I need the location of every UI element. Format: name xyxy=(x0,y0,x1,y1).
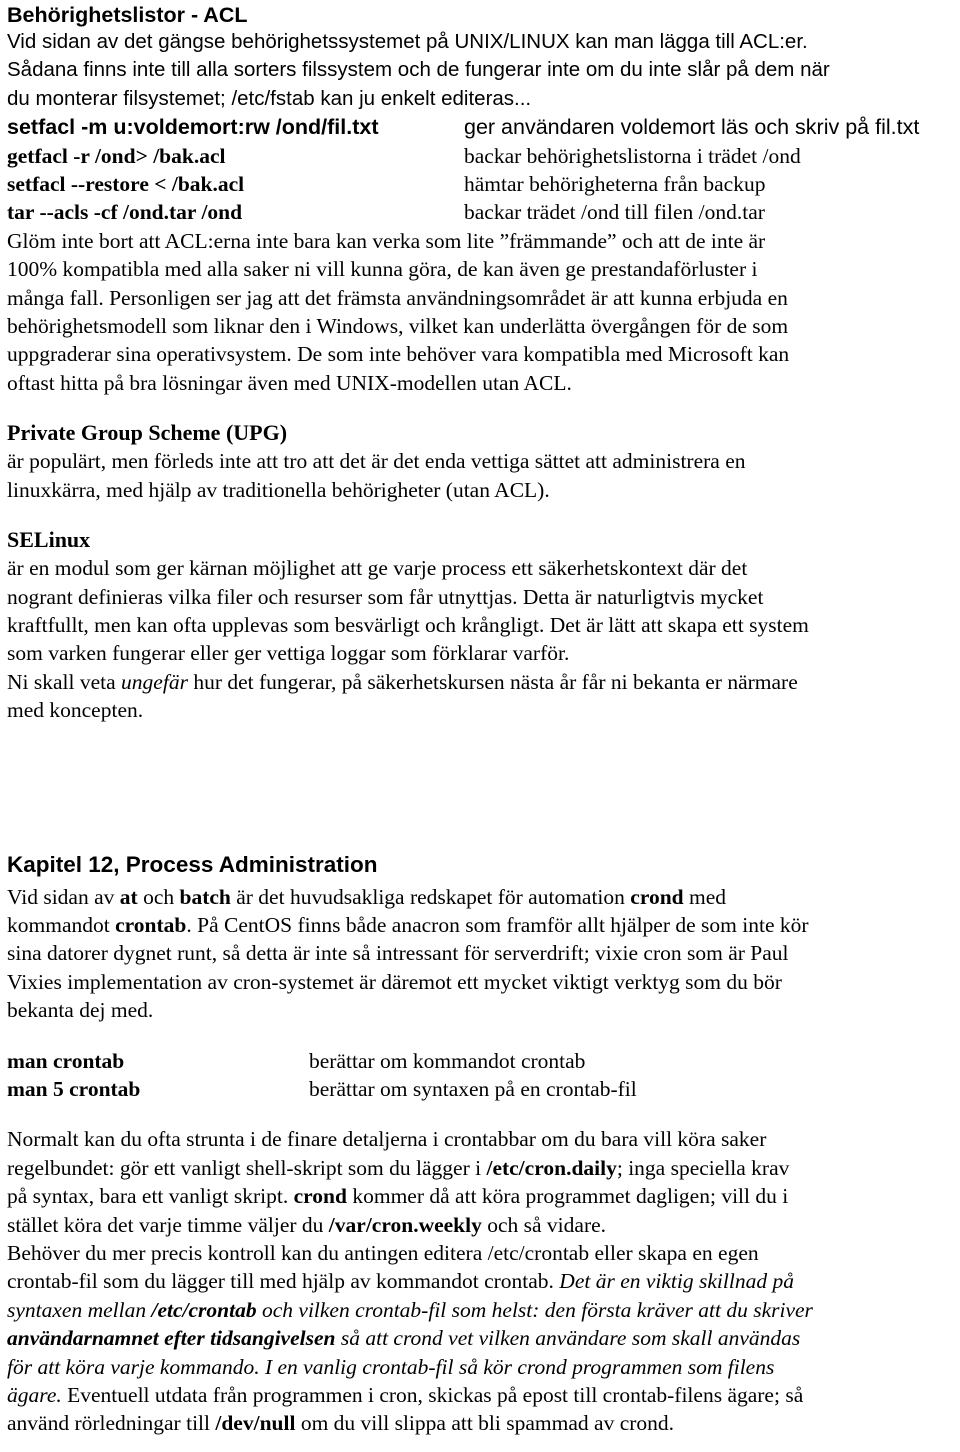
text-line: uppgraderar sina operativsystem. De som inte behöver vara kompatibla med Microsoft kan xyxy=(7,342,790,367)
text-line xyxy=(7,1353,955,1381)
text-line: Sådana finns inte till alla sorters filssystem och de fungerar inte om du inte slår på dem när xyxy=(7,58,830,82)
text-line xyxy=(7,1381,955,1409)
command-row xyxy=(7,113,955,141)
text-span: använd rörledningar till xyxy=(7,1411,216,1436)
text-line xyxy=(7,1154,955,1182)
command-description: ger användaren voldemort läs och skriv på fil.txt xyxy=(464,115,920,140)
text-line: linuxkärra, med hjälp av traditionella behörigheter (utan ACL). xyxy=(7,477,550,502)
text-line: är populärt, men förleds inte att tro att det är det enda vettiga sättet att administrera en xyxy=(7,449,746,474)
text-line: Behöver du mer precis kontroll kan du antingen editera /etc/crontab eller skapa en egen xyxy=(7,1241,759,1265)
text-line: är en modul som ger kärnan möjlighet att ge varje process ett säkerhetskontext där det xyxy=(7,556,748,581)
command-row xyxy=(7,170,955,198)
text-line: med koncepten. xyxy=(7,698,144,723)
command-description: hämtar behörigheterna från backup xyxy=(464,172,766,197)
text-span: om du vill slippa att bli spammad av crond. xyxy=(295,1411,675,1436)
text-line xyxy=(7,883,955,911)
text-line xyxy=(7,1296,955,1324)
command-description: berättar om kommandot crontab xyxy=(309,1048,586,1073)
text-span: crontab-fil som du lägger till med hjälp av kommandot crontab. xyxy=(7,1269,560,1294)
bold-italic-path: /etc/crontab xyxy=(151,1297,257,1322)
bold-term: crond xyxy=(630,884,684,909)
text-span: regelbundet: gör ett vanligt shell-skript som du lägger i xyxy=(7,1155,487,1180)
text-line: du monterar filsystemet; /etc/fstab kan ju enkelt editeras... xyxy=(7,86,532,110)
text-span: Vid sidan av xyxy=(7,884,120,909)
command-row xyxy=(7,198,955,226)
command-row xyxy=(7,1047,955,1075)
text-line xyxy=(7,1182,955,1210)
text-span: kommer då att köra programmet dagligen; vill du i xyxy=(346,1184,789,1209)
text-line: som varken fungerar eller ger vettiga loggar som förklarar varför. xyxy=(7,641,570,666)
text-line: 100% kompatibla med alla saker ni vill kunna göra, de kan även ge prestandaförluster i xyxy=(7,257,758,282)
italic-text: för att köra varje kommando. I en vanlig crontab-fil så kör crond programmen som filens xyxy=(7,1354,775,1379)
text-span: kommandot xyxy=(7,912,116,937)
command-description: berättar om syntaxen på en crontab-fil xyxy=(309,1076,637,1101)
acl-command-table xyxy=(7,113,955,141)
text-line: Vid sidan av det gängse behörighetssystemet på UNIX/LINUX kan man lägga till ACL:er. xyxy=(7,30,808,53)
text-span: är det huvudsakliga redskapet för automation xyxy=(230,884,631,909)
bold-path: /var/cron.weekly xyxy=(328,1212,482,1237)
bold-term: crond xyxy=(293,1184,347,1209)
text-line: Normalt kan du ofta strunta i de finare detaljerna i crontabbar om du bara vill köra saker xyxy=(7,1127,767,1152)
command: setfacl -m u:voldemort:rw /ond/fil.txt xyxy=(7,115,379,140)
text-line xyxy=(7,1211,955,1239)
command: setfacl --restore < /bak.acl xyxy=(7,172,245,197)
text-span: ; inga speciella krav xyxy=(616,1155,790,1180)
italic-text: ägare. xyxy=(7,1383,62,1408)
bold-path: /etc/cron.daily xyxy=(486,1155,617,1180)
acl-body xyxy=(7,227,955,397)
text-span: och xyxy=(137,884,180,909)
text-span: med xyxy=(683,884,727,909)
bold-path: /dev/null xyxy=(215,1411,296,1436)
emphasis: ungefär xyxy=(121,669,188,694)
acl-command-table-serif xyxy=(7,142,955,227)
upg-heading: Private Group Scheme (UPG) xyxy=(7,420,288,446)
text-span: Ni skall veta xyxy=(7,669,122,694)
text-span: på syntax, bara ett vanligt skript. xyxy=(7,1184,294,1209)
text-span: . På CentOS finns både anacron som framför allt hjälper de som inte kör xyxy=(186,912,809,937)
text-line: sina datorer dygnet runt, så detta är inte så intressant för serverdrift; vixie cron som är Paul xyxy=(7,941,789,966)
text-line xyxy=(7,1324,955,1352)
command: man 5 crontab xyxy=(7,1076,141,1101)
command: tar --acls -cf /ond.tar /ond xyxy=(7,200,243,225)
bold-term: at xyxy=(119,884,138,909)
command-description: backar trädet /ond till filen /ond.tar xyxy=(464,200,765,225)
text-span: hur det fungerar, på säkerhetskursen nästa år får ni bekanta er närmare xyxy=(187,669,798,694)
command-row xyxy=(7,1075,955,1103)
selinux-heading: SELinux xyxy=(7,527,91,553)
text-line xyxy=(7,1409,955,1437)
text-line: bekanta dej med. xyxy=(7,998,154,1023)
text-line: nogrant definieras vilka filer och resurser som får utnyttjas. Detta är naturligtvis mycket xyxy=(7,584,764,609)
text-line: oftast hitta på bra lösningar även med UNIX-modellen utan ACL. xyxy=(7,370,572,395)
command: man crontab xyxy=(7,1048,125,1073)
bold-term: crontab xyxy=(115,912,187,937)
crontab-command-table xyxy=(7,1047,955,1104)
acl-heading: Behörighetslistor - ACL xyxy=(7,3,248,27)
italic-text: och vilken crontab-fil som helst: den första kräver att du skriver xyxy=(256,1297,813,1322)
text-line: Vixies implementation av cron-systemet är däremot ett mycket viktigt verktyg som du bör xyxy=(7,969,782,994)
text-line: kraftfullt, men kan ofta upplevas som besvärligt och krångligt. Det är lätt att skapa ett system xyxy=(7,612,809,637)
text-span: Eventuell utdata från programmen i cron, skickas på epost till crontab-filens ägare; så xyxy=(61,1383,804,1408)
text-line: många fall. Personligen ser jag att det främsta användningsområdet är att kunna erbjuda en xyxy=(7,285,788,310)
text-line xyxy=(7,1267,955,1295)
command: getfacl -r /ond> /bak.acl xyxy=(7,143,226,168)
text-line xyxy=(7,668,955,696)
chapter-heading: Kapitel 12, Process Administration xyxy=(7,851,378,877)
command-row xyxy=(7,142,955,170)
text-span: och så vidare. xyxy=(481,1212,607,1237)
italic-text: så att crond vet vilken användare som skall användas xyxy=(335,1326,801,1351)
text-line: Glöm inte bort att ACL:erna inte bara kan verka som lite ”främmande” och att de inte är xyxy=(7,228,766,253)
text-line: behörighetsmodell som liknar den i Windows, vilket kan underlätta övergången för de som xyxy=(7,314,789,339)
document-page xyxy=(7,0,955,1438)
italic-text: Det är en viktig skillnad på xyxy=(559,1269,794,1294)
command-description: backar behörighetslistorna i trädet /ond xyxy=(464,143,801,168)
acl-intro xyxy=(7,28,955,113)
italic-text: syntaxen mellan xyxy=(7,1297,152,1322)
bold-italic-text: användarnamnet efter tidsangivelsen xyxy=(7,1326,336,1351)
text-line xyxy=(7,911,955,939)
text-span: stället köra det varje timme väljer du xyxy=(7,1212,329,1237)
bold-term: batch xyxy=(179,884,231,909)
